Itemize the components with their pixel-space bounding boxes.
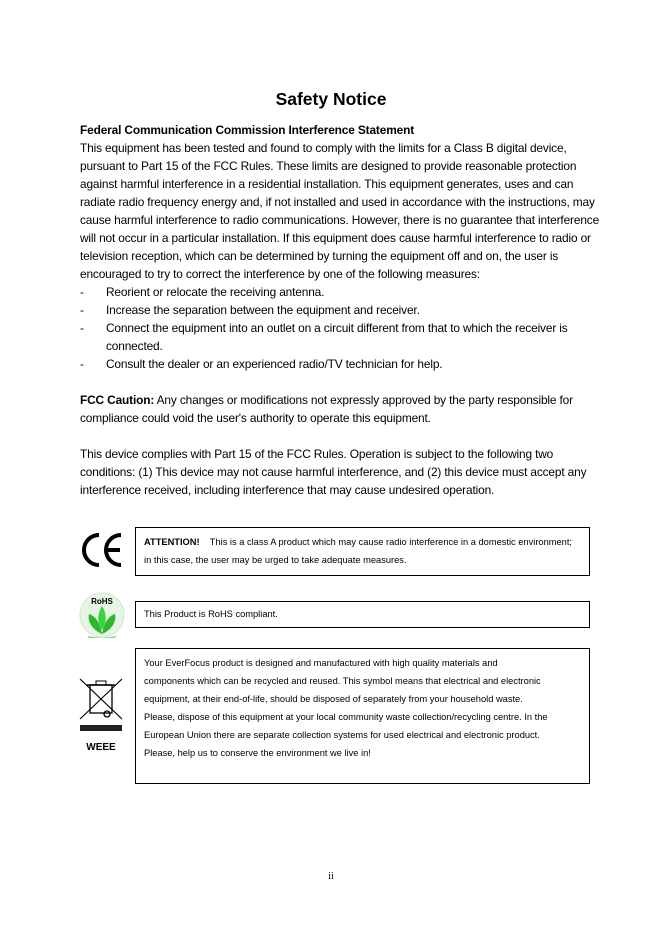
ce-mark-icon (80, 532, 124, 568)
document-body (80, 121, 604, 499)
weee-box: Your EverFocus product is designed and manufactured with high quality materials and components which can be recycled and reused. This symbol means that electrical and electronic equipment, at their end-of-life, should be disposed of separately from your household waste. Please, dispose of this equipment at your local community waste collection/recycling centre. In the European Union there are separate collection systems for used electrical and electronic product. Please, help us to conserve the environment we live in! (135, 648, 590, 784)
rohs-logo-icon (79, 592, 125, 638)
page-title: Safety Notice (275, 89, 387, 109)
list-item: - Consult the dealer or an experienced radio/TV technician for help. (80, 357, 443, 371)
list-item: - Reorient or relocate the receiving antenna. (80, 285, 325, 299)
rohs-box: This Product is RoHS compliant. (135, 601, 590, 628)
ce-attention-box: ATTENTION! This is a class A product which may cause radio interference in a domestic environment; in this case, the user may be urged to take adequate measures. (135, 527, 590, 576)
fcc-heading: Federal Communication Commission Interference Statement (80, 123, 415, 137)
page-number: ii (328, 871, 334, 882)
compliance-statement: This device complies with Part 15 of the FCC Rules. Operation is subject to the following two conditions: (1) This device may not cause harmful interference, and (2) this device must accept any interference received, including interference that may cause undesired operation. (80, 447, 587, 497)
list-item: - Connect the equipment into an outlet on a circuit different from that to which the receiver is connected. (80, 321, 568, 353)
svg-text:RoHS: RoHS (91, 597, 113, 606)
weee-label: WEEE (86, 742, 116, 753)
weee-bin-icon (78, 677, 124, 733)
fcc-statement: This equipment has been tested and found to comply with the limits for a Class B digital device, pursuant to Part 15 of the FCC Rules. These limits are designed to provide reasonable protection against harmful interference in a residential installation. This equipment generates, uses and can radiate radio frequency energy and, if not installed and used in accordance with the instructions, may cause harmful interference to radio communications. However, there is no guarantee that interference will not occur in a particular installation. If this equipment does cause harmful interference to radio or television reception, which can be determined by turning the equipment off and on, the user is encouraged to try to correct the interference by one of the following measures: (80, 141, 600, 281)
fcc-caution: FCC Caution: Any changes or modifications not expressly approved by the party responsible for compliance could void the user's authority to operate this equipment. (80, 393, 573, 425)
measures-list (80, 283, 604, 373)
list-item: - Increase the separation between the equipment and receiver. (80, 303, 420, 317)
